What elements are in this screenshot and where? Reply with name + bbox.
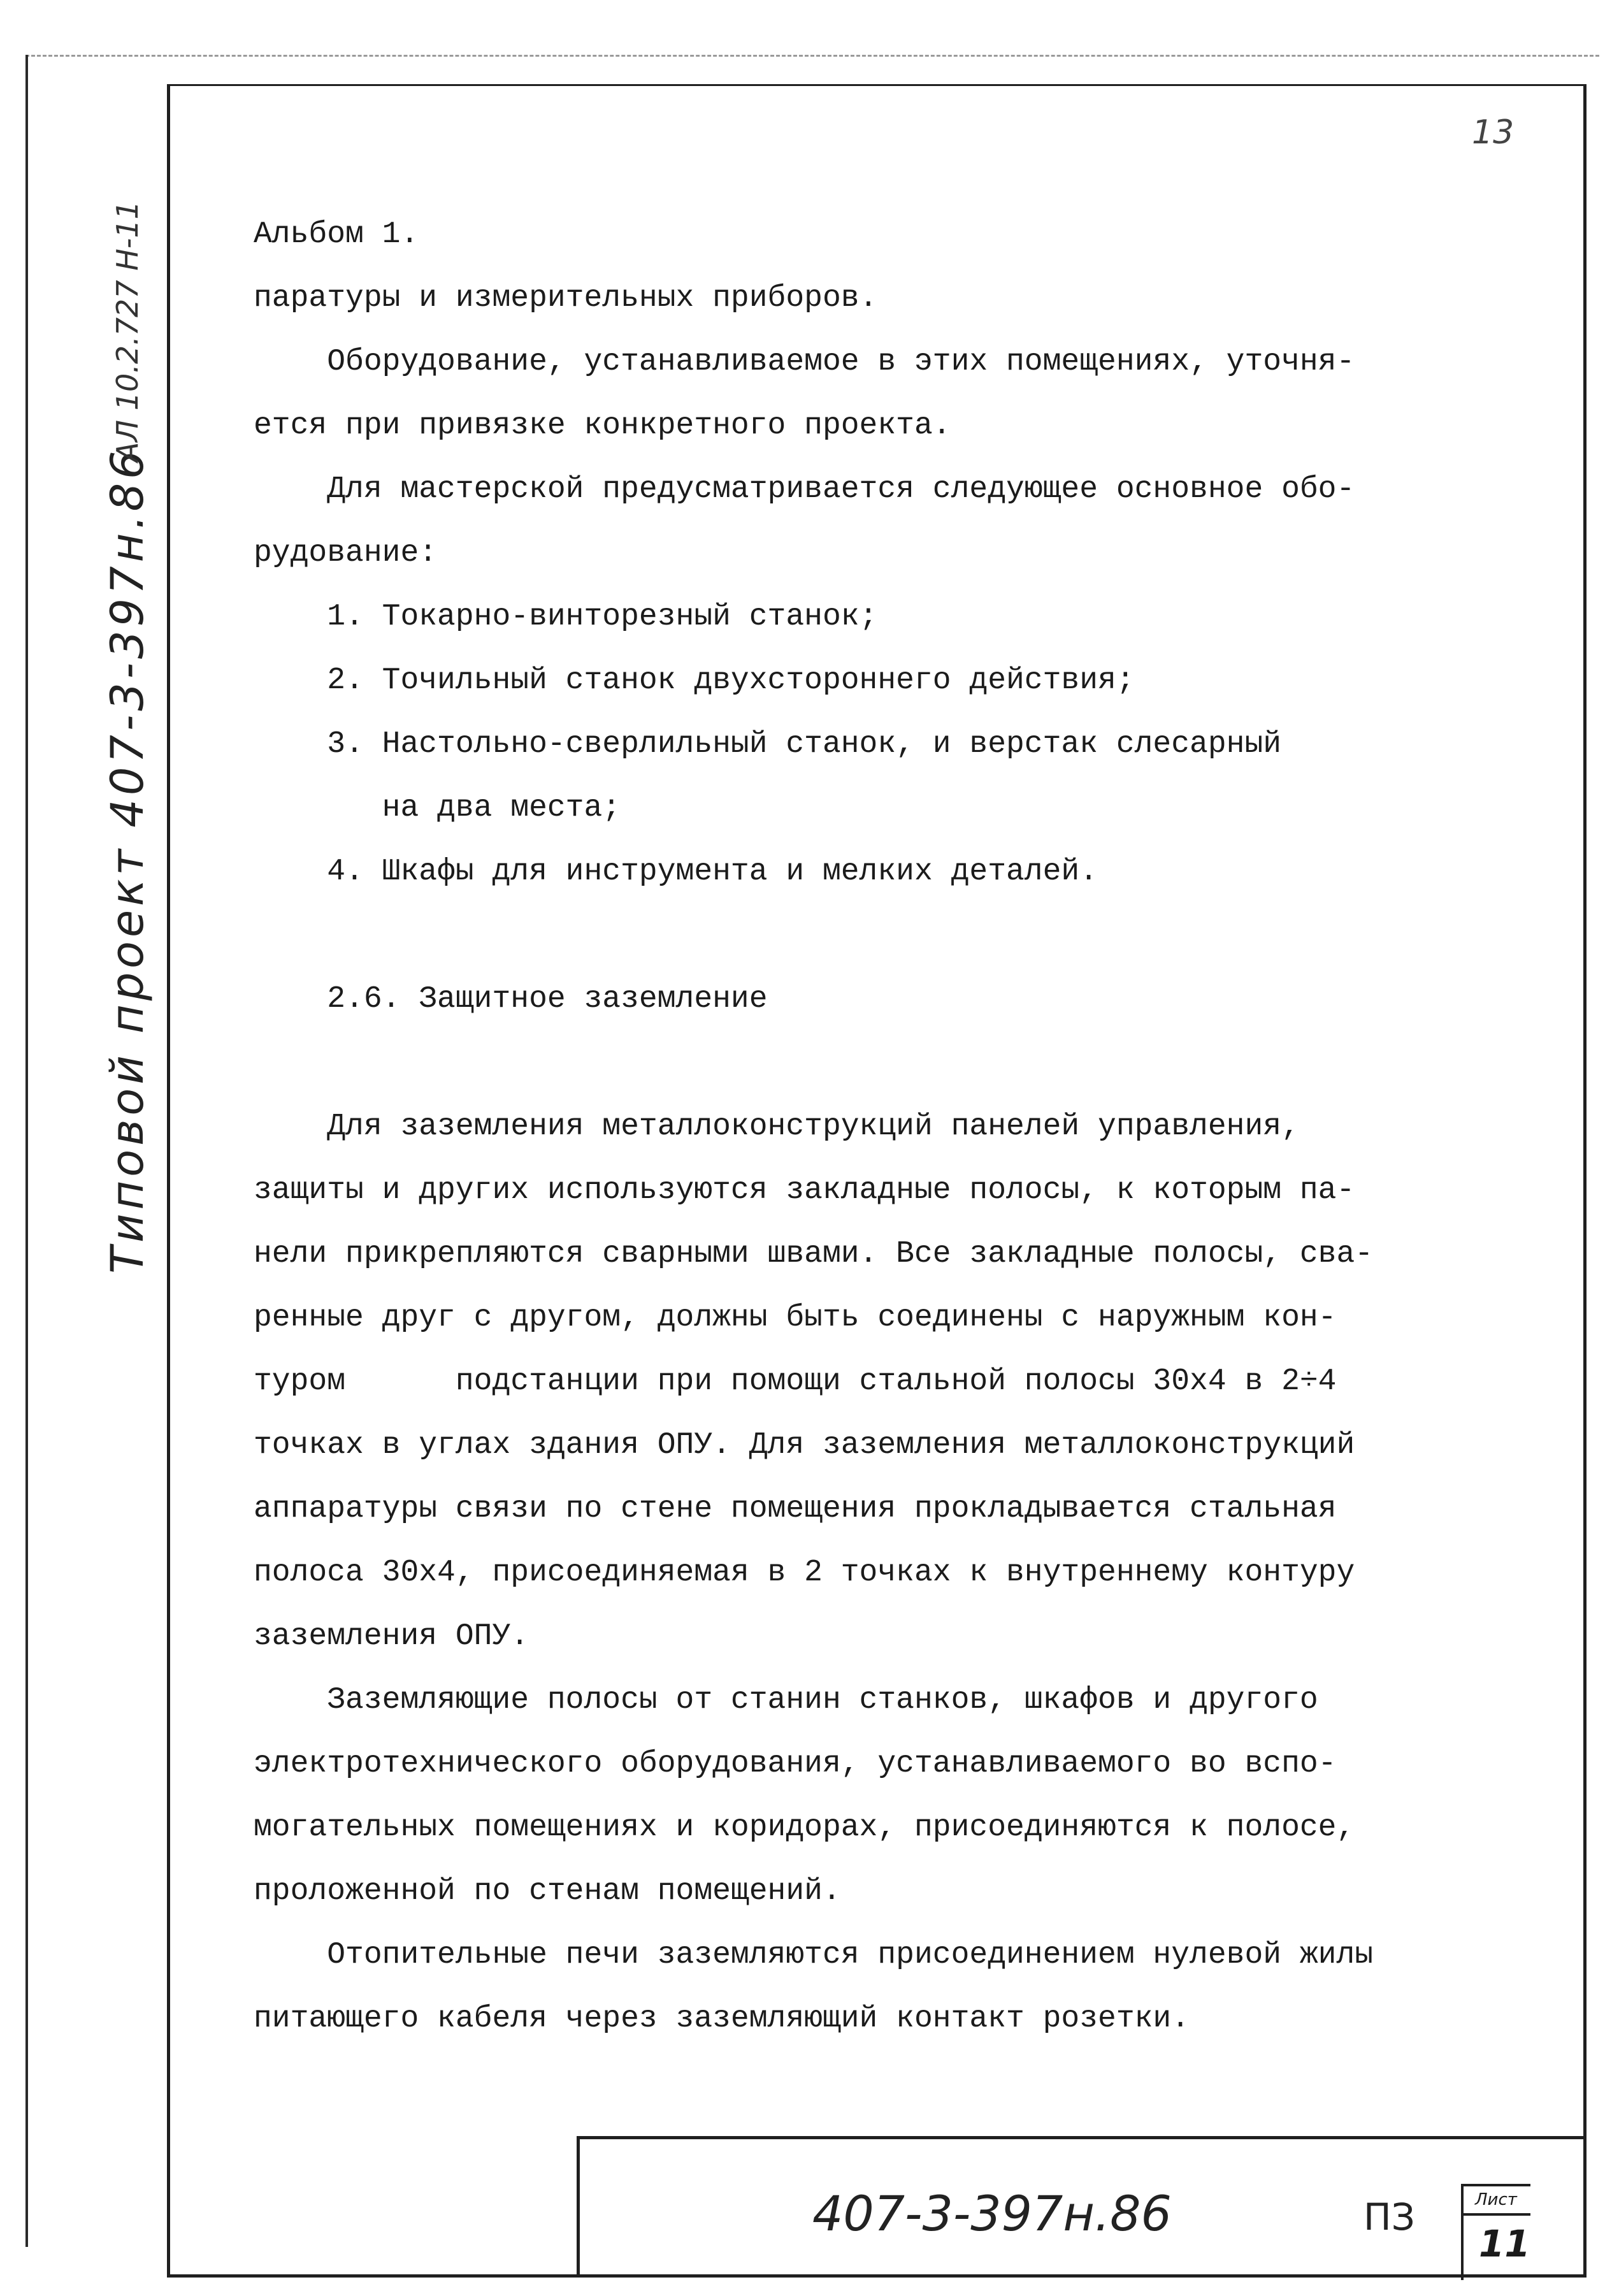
text-line: Альбом 1. [254,217,419,252]
text-line: туром подстанции при помощи стальной полосы 30х4 в 2÷4 [254,1364,1337,1399]
outer-frame-top [25,55,1599,57]
sheet-number: 11 [1479,2222,1530,2265]
side-project-title: Типовой проект 407-3-397н.86 [101,447,154,1274]
text-line: аппаратуры связи по стене помещения прокладывается стальная [254,1492,1337,1526]
text-line: паратуры и измерительных приборов. [254,281,878,315]
sheet-cell-divider [1464,2213,1530,2216]
text-line: Оборудование, устанавливаемое в этих помещениях, уточня- [254,345,1355,379]
text-line: 1. Токарно-винторезный станок; [254,600,878,634]
text-line: Для мастерской предусматривается следующее основное обо- [254,472,1355,507]
title-block-designation: 407-3-397н.86 [812,2185,1172,2242]
text-line: Отопительные печи заземляются присоединением нулевой жилы [254,1938,1374,1972]
text-line: могательных помещениях и коридорах, присоединяются к полосе, [254,1810,1355,1845]
outer-frame-left [25,55,28,2247]
text-line: Для заземления металлоконструкций панелей управления, [254,1109,1300,1144]
text-line: проложенной по стенам помещений. [254,1874,841,1909]
text-line: полоса 30х4, присоединяемая в 2 точках к внутреннему контуру [254,1556,1355,1590]
text-line: точках в углах здания ОПУ. Для заземления металлоконструкций [254,1428,1355,1462]
text-line: на два места; [254,791,621,825]
text-line: Заземляющие полосы от станин станков, шкафов и другого [254,1683,1318,1717]
text-line: ется при привязке конкретного проекта. [254,408,951,443]
text-line: нели прикрепляются сварными швами. Все закладные полосы, сва- [254,1237,1374,1271]
text-line: рудование: [254,536,438,570]
sheet-cell [1461,2184,1530,2280]
text-line [254,1031,1483,1095]
title-block [577,2136,1587,2278]
side-archive-code: АЛ 10.2.727 Н-11 [110,201,145,462]
text-line: заземления ОПУ. [254,1619,529,1654]
text-line: 3. Настольно-сверлильный станок, и верстак слесарный [254,727,1282,762]
sheet-label: Лист [1475,2190,1517,2209]
page-number: 13 [1472,113,1515,152]
text-line: 2.6. Защитное заземление [254,982,768,1016]
title-block-doc-type: ПЗ [1364,2195,1415,2239]
text-line: защиты и других используются закладные полосы, к которым па- [254,1173,1355,1208]
text-line: питающего кабеля через заземляющий контакт розетки. [254,2002,1190,2036]
text-line: электротехнического оборудования, устанавливаемого во вспо- [254,1747,1337,1781]
text-line: 4. Шкафы для инструмента и мелких деталей. [254,855,1098,889]
text-line: 2. Точильный станок двухстороннего действия; [254,663,1135,698]
text-line: ренные друг с другом, должны быть соединены с наружным кон- [254,1301,1337,1335]
document-body [254,203,1483,2051]
text-line [254,904,1483,967]
